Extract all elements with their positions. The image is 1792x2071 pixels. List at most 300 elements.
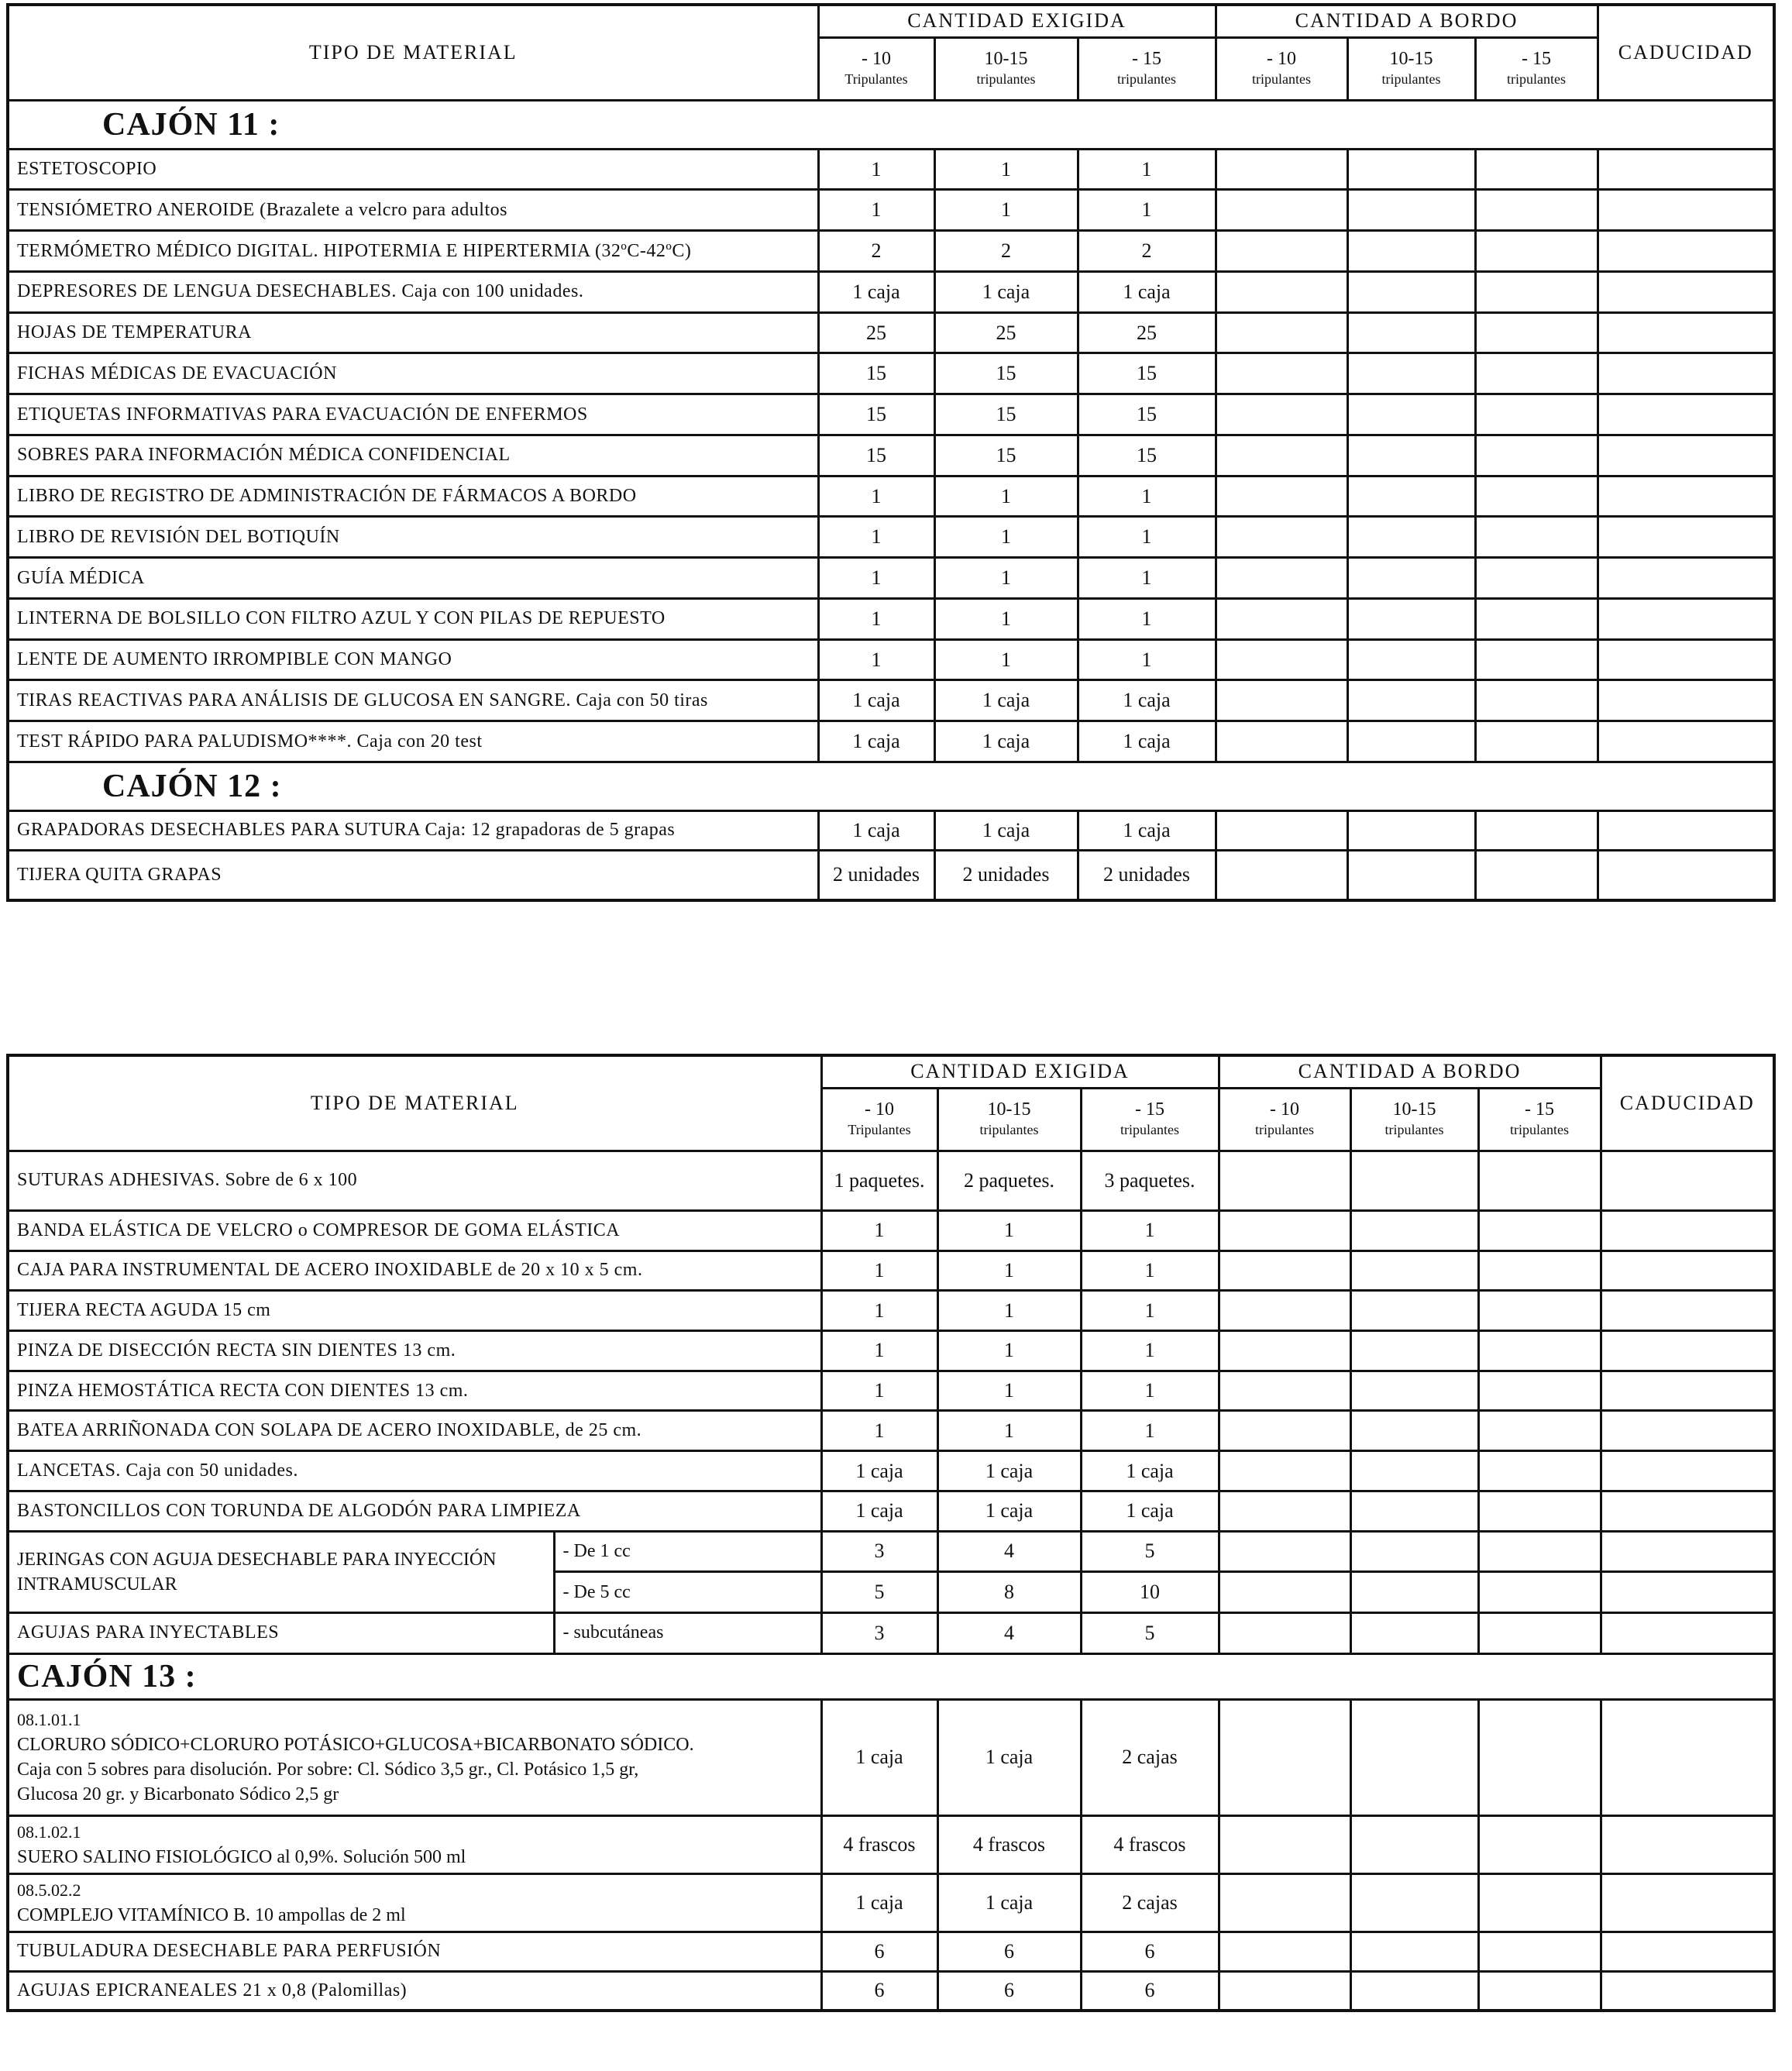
- required-quantity-cell: 2 paquetes.: [937, 1151, 1081, 1210]
- column-header: [934, 37, 1078, 100]
- material-name: FICHAS MÉDICAS DE EVACUACIÓN: [8, 353, 818, 394]
- caducidad-header: CADUCIDAD: [1601, 1055, 1774, 1151]
- expiry-date-cell[interactable]: [1598, 394, 1774, 435]
- column-header-unit: tripulantes: [1510, 1121, 1569, 1137]
- material-name: [8, 1873, 821, 1932]
- on-board-quantity-cell[interactable]: [1347, 598, 1475, 639]
- on-board-quantity-cell[interactable]: [1219, 1699, 1350, 1815]
- material-name: LIBRO DE REGISTRO DE ADMINISTRACIÓN DE FÁRMACOS A BORDO: [8, 476, 818, 517]
- material-subtype: - De 1 cc: [554, 1531, 821, 1572]
- expiry-date-cell[interactable]: [1601, 1151, 1774, 1210]
- table-row: [8, 1371, 1774, 1411]
- on-board-quantity-cell[interactable]: [1216, 353, 1347, 394]
- required-quantity-cell: 2 cajas: [1081, 1873, 1219, 1932]
- table-row: [8, 810, 1774, 850]
- on-board-quantity-cell[interactable]: [1475, 558, 1598, 599]
- required-quantity-cell: 6: [937, 1932, 1081, 1971]
- on-board-quantity-cell[interactable]: [1216, 190, 1347, 231]
- required-quantity-cell: 1 caja: [1078, 810, 1216, 850]
- expiry-date-cell[interactable]: [1598, 149, 1774, 190]
- on-board-quantity-cell[interactable]: [1478, 1151, 1601, 1210]
- on-board-quantity-cell[interactable]: [1216, 517, 1347, 558]
- required-quantity-cell: 1 caja: [818, 680, 934, 721]
- column-header: [1350, 1088, 1478, 1151]
- material-code: 08.1.02.1: [17, 1822, 81, 1842]
- required-quantity-cell: 15: [934, 353, 1078, 394]
- on-board-quantity-cell[interactable]: [1350, 1330, 1478, 1371]
- on-board-quantity-cell[interactable]: [1347, 517, 1475, 558]
- column-header-unit: tripulantes: [1381, 71, 1441, 87]
- required-quantity-cell: 1 caja: [818, 721, 934, 762]
- on-board-quantity-cell[interactable]: [1219, 1210, 1350, 1251]
- on-board-quantity-cell[interactable]: [1219, 1151, 1350, 1210]
- on-board-quantity-cell[interactable]: [1475, 517, 1598, 558]
- on-board-quantity-cell[interactable]: [1347, 810, 1475, 850]
- required-quantity-cell: 6: [1081, 1932, 1219, 1971]
- on-board-quantity-cell[interactable]: [1475, 312, 1598, 353]
- table-row: [8, 1873, 1774, 1932]
- on-board-quantity-cell[interactable]: [1216, 231, 1347, 272]
- cantidad-exigida-header: CANTIDAD EXIGIDA: [818, 5, 1216, 37]
- on-board-quantity-cell[interactable]: [1347, 850, 1475, 900]
- medical-kit-table-2: [6, 1054, 1776, 2012]
- expiry-date-cell[interactable]: [1601, 1613, 1774, 1654]
- required-quantity-cell: 1: [818, 476, 934, 517]
- required-quantity-cell: 1: [818, 558, 934, 599]
- on-board-quantity-cell[interactable]: [1347, 394, 1475, 435]
- required-quantity-cell: 1 caja: [821, 1699, 937, 1815]
- on-board-quantity-cell[interactable]: [1475, 680, 1598, 721]
- table-row: [8, 1210, 1774, 1251]
- required-quantity-cell: 1: [1078, 558, 1216, 599]
- table-row: [8, 1815, 1774, 1873]
- required-quantity-cell: 1: [821, 1411, 937, 1451]
- material-description-line: SUERO SALINO FISIOLÓGICO al 0,9%. Solución 500 ml: [17, 1846, 466, 1867]
- on-board-quantity-cell[interactable]: [1347, 476, 1475, 517]
- column-header-range: 10-15: [1392, 1099, 1436, 1120]
- material-name: LENTE DE AUMENTO IRROMPIBLE CON MANGO: [8, 639, 818, 680]
- expiry-date-cell[interactable]: [1598, 721, 1774, 762]
- required-quantity-cell: 6: [821, 1971, 937, 2011]
- column-header-range: 10-15: [984, 48, 1028, 69]
- required-quantity-cell: 1 caja: [934, 680, 1078, 721]
- on-board-quantity-cell[interactable]: [1350, 1531, 1478, 1572]
- required-quantity-cell: 1 paquetes.: [821, 1151, 937, 1210]
- required-quantity-cell: 1: [1078, 639, 1216, 680]
- expiry-date-cell[interactable]: [1598, 850, 1774, 900]
- on-board-quantity-cell[interactable]: [1350, 1451, 1478, 1491]
- material-description-line: Caja con 5 sobres para disolución. Por sobre: Cl. Sódico 3,5 gr., Cl. Potásico 1,5 gr,: [17, 1760, 639, 1780]
- required-quantity-cell: 1: [937, 1210, 1081, 1251]
- on-board-quantity-cell[interactable]: [1478, 1613, 1601, 1654]
- required-quantity-cell: 1: [1081, 1210, 1219, 1251]
- expiry-date-cell[interactable]: [1601, 1210, 1774, 1251]
- on-board-quantity-cell[interactable]: [1478, 1531, 1601, 1572]
- medical-kit-table-1: [6, 3, 1776, 902]
- table-row: [8, 1932, 1774, 1971]
- required-quantity-cell: 15: [934, 394, 1078, 435]
- on-board-quantity-cell[interactable]: [1478, 1451, 1601, 1491]
- required-quantity-cell: 1 caja: [934, 721, 1078, 762]
- on-board-quantity-cell[interactable]: [1350, 1411, 1478, 1451]
- material-name: CAJA PARA INSTRUMENTAL DE ACERO INOXIDABLE de 20 x 10 x 5 cm.: [8, 1251, 821, 1291]
- required-quantity-cell: 1: [1078, 598, 1216, 639]
- required-quantity-cell: 25: [1078, 312, 1216, 353]
- column-header-unit: tripulantes: [1255, 1121, 1314, 1137]
- on-board-quantity-cell[interactable]: [1219, 1531, 1350, 1572]
- material-description-line: Glucosa 20 gr. y Bicarbonato Sódico 2,5 gr: [17, 1784, 339, 1805]
- on-board-quantity-cell[interactable]: [1350, 1572, 1478, 1613]
- on-board-quantity-cell[interactable]: [1219, 1613, 1350, 1654]
- material-name: ESTETOSCOPIO: [8, 149, 818, 190]
- on-board-quantity-cell[interactable]: [1350, 1699, 1478, 1815]
- required-quantity-cell: 1 caja: [1078, 721, 1216, 762]
- expiry-date-cell[interactable]: [1601, 1491, 1774, 1531]
- column-header-unit: tripulantes: [976, 71, 1036, 87]
- table-row: [8, 1491, 1774, 1531]
- on-board-quantity-cell[interactable]: [1216, 476, 1347, 517]
- column-header-unit: tripulantes: [979, 1121, 1039, 1137]
- table-row: [8, 353, 1774, 394]
- material-description-line: COMPLEJO VITAMÍNICO B. 10 ampollas de 2 ml: [17, 1904, 406, 1925]
- material-header: TIPO DE MATERIAL: [8, 5, 818, 100]
- on-board-quantity-cell[interactable]: [1350, 1371, 1478, 1411]
- expiry-date-cell[interactable]: [1598, 312, 1774, 353]
- required-quantity-cell: 15: [1078, 394, 1216, 435]
- on-board-quantity-cell[interactable]: [1475, 810, 1598, 850]
- required-quantity-cell: 1: [934, 639, 1078, 680]
- required-quantity-cell: 2 unidades: [818, 850, 934, 900]
- on-board-quantity-cell[interactable]: [1219, 1451, 1350, 1491]
- material-name: AGUJAS EPICRANEALES 21 x 0,8 (Palomillas): [8, 1971, 821, 2011]
- table-row: [8, 1971, 1774, 2011]
- required-quantity-cell: 1 caja: [1081, 1491, 1219, 1531]
- cantidad-a-bordo-header: CANTIDAD A BORDO: [1216, 5, 1598, 37]
- expiry-date-cell[interactable]: [1598, 353, 1774, 394]
- required-quantity-cell: 1 caja: [937, 1451, 1081, 1491]
- on-board-quantity-cell[interactable]: [1350, 1210, 1478, 1251]
- required-quantity-cell: 1 caja: [821, 1491, 937, 1531]
- column-header-range: - 10: [1270, 1099, 1299, 1120]
- table-row: [8, 1251, 1774, 1291]
- table-row: [8, 394, 1774, 435]
- required-quantity-cell: 3: [821, 1531, 937, 1572]
- on-board-quantity-cell[interactable]: [1347, 558, 1475, 599]
- on-board-quantity-cell[interactable]: [1219, 1251, 1350, 1291]
- table-row: [8, 1151, 1774, 1210]
- on-board-quantity-cell[interactable]: [1219, 1371, 1350, 1411]
- required-quantity-cell: 10: [1081, 1572, 1219, 1613]
- on-board-quantity-cell[interactable]: [1478, 1210, 1601, 1251]
- on-board-quantity-cell[interactable]: [1478, 1932, 1601, 1971]
- on-board-quantity-cell[interactable]: [1347, 353, 1475, 394]
- material-name: BASTONCILLOS CON TORUNDA DE ALGODÓN PARA LIMPIEZA: [8, 1491, 821, 1531]
- on-board-quantity-cell[interactable]: [1219, 1330, 1350, 1371]
- column-header-unit: tripulantes: [1117, 71, 1176, 87]
- on-board-quantity-cell[interactable]: [1350, 1151, 1478, 1210]
- required-quantity-cell: 1 caja: [1078, 680, 1216, 721]
- expiry-date-cell[interactable]: [1601, 1971, 1774, 2011]
- required-quantity-cell: 1: [821, 1291, 937, 1331]
- on-board-quantity-cell[interactable]: [1216, 639, 1347, 680]
- table-row: [8, 721, 1774, 762]
- material-code: 08.5.02.2: [17, 1880, 81, 1900]
- material-name: LIBRO DE REVISIÓN DEL BOTIQUÍN: [8, 517, 818, 558]
- material-name: JERINGAS CON AGUJA DESECHABLE PARA INYECCIÓN INTRAMUSCULAR: [8, 1531, 554, 1612]
- material-name: BANDA ELÁSTICA DE VELCRO o COMPRESOR DE GOMA ELÁSTICA: [8, 1210, 821, 1251]
- on-board-quantity-cell[interactable]: [1350, 1251, 1478, 1291]
- expiry-date-cell[interactable]: [1598, 231, 1774, 272]
- required-quantity-cell: 1: [934, 190, 1078, 231]
- table-row: [8, 639, 1774, 680]
- expiry-date-cell[interactable]: [1598, 680, 1774, 721]
- table-row: [8, 1330, 1774, 1371]
- table-row: [8, 1699, 1774, 1815]
- material-name: BATEA ARRIÑONADA CON SOLAPA DE ACERO INOXIDABLE, de 25 cm.: [8, 1411, 821, 1451]
- on-board-quantity-cell[interactable]: [1219, 1411, 1350, 1451]
- required-quantity-cell: 1 caja: [937, 1491, 1081, 1531]
- required-quantity-cell: 1: [937, 1251, 1081, 1291]
- required-quantity-cell: 1 caja: [937, 1699, 1081, 1815]
- expiry-date-cell[interactable]: [1598, 598, 1774, 639]
- table-row: [8, 558, 1774, 599]
- material-subtype: - De 5 cc: [554, 1572, 821, 1613]
- required-quantity-cell: 1: [1081, 1330, 1219, 1371]
- on-board-quantity-cell[interactable]: [1216, 149, 1347, 190]
- expiry-date-cell[interactable]: [1598, 517, 1774, 558]
- on-board-quantity-cell[interactable]: [1347, 680, 1475, 721]
- on-board-quantity-cell[interactable]: [1475, 190, 1598, 231]
- expiry-date-cell[interactable]: [1598, 810, 1774, 850]
- required-quantity-cell: 1: [821, 1210, 937, 1251]
- required-quantity-cell: 1: [937, 1411, 1081, 1451]
- on-board-quantity-cell[interactable]: [1216, 394, 1347, 435]
- expiry-date-cell[interactable]: [1601, 1699, 1774, 1815]
- required-quantity-cell: 6: [937, 1971, 1081, 2011]
- on-board-quantity-cell[interactable]: [1350, 1873, 1478, 1932]
- column-header-range: - 15: [1525, 1099, 1554, 1120]
- on-board-quantity-cell[interactable]: [1475, 476, 1598, 517]
- on-board-quantity-cell[interactable]: [1478, 1491, 1601, 1531]
- required-quantity-cell: 1: [818, 517, 934, 558]
- expiry-date-cell[interactable]: [1601, 1873, 1774, 1932]
- table-row: [8, 149, 1774, 190]
- on-board-quantity-cell[interactable]: [1478, 1572, 1601, 1613]
- table-row: [8, 312, 1774, 353]
- material-name: TIJERA RECTA AGUDA 15 cm: [8, 1291, 821, 1331]
- expiry-date-cell[interactable]: [1598, 639, 1774, 680]
- required-quantity-cell: 2: [818, 231, 934, 272]
- table-row: [8, 1531, 1774, 1572]
- on-board-quantity-cell[interactable]: [1475, 353, 1598, 394]
- material-name: TIRAS REACTIVAS PARA ANÁLISIS DE GLUCOSA EN SANGRE. Caja con 50 tiras: [8, 680, 818, 721]
- on-board-quantity-cell[interactable]: [1219, 1291, 1350, 1331]
- table-row: [8, 1291, 1774, 1331]
- required-quantity-cell: 15: [1078, 353, 1216, 394]
- column-header-range: - 15: [1522, 48, 1551, 69]
- column-header-range: - 15: [1135, 1099, 1164, 1120]
- on-board-quantity-cell[interactable]: [1347, 435, 1475, 476]
- required-quantity-cell: 4: [937, 1613, 1081, 1654]
- column-header: [1478, 1088, 1601, 1151]
- cantidad-a-bordo-header: CANTIDAD A BORDO: [1219, 1055, 1601, 1088]
- required-quantity-cell: 5: [1081, 1531, 1219, 1572]
- table-row: [8, 850, 1774, 900]
- on-board-quantity-cell[interactable]: [1350, 1932, 1478, 1971]
- on-board-quantity-cell[interactable]: [1478, 1815, 1601, 1873]
- on-board-quantity-cell[interactable]: [1219, 1491, 1350, 1531]
- required-quantity-cell: 2 unidades: [934, 850, 1078, 900]
- required-quantity-cell: 1 caja: [821, 1451, 937, 1491]
- material-name: LANCETAS. Caja con 50 unidades.: [8, 1451, 821, 1491]
- on-board-quantity-cell[interactable]: [1216, 598, 1347, 639]
- on-board-quantity-cell[interactable]: [1478, 1411, 1601, 1451]
- expiry-date-cell[interactable]: [1598, 190, 1774, 231]
- section-title: CAJÓN 11 :: [8, 100, 1774, 149]
- required-quantity-cell: 1: [934, 517, 1078, 558]
- material-name: TERMÓMETRO MÉDICO DIGITAL. HIPOTERMIA E HIPERTERMIA (32ºC-42ºC): [8, 231, 818, 272]
- on-board-quantity-cell[interactable]: [1350, 1815, 1478, 1873]
- expiry-date-cell[interactable]: [1601, 1531, 1774, 1572]
- required-quantity-cell: 2 unidades: [1078, 850, 1216, 900]
- expiry-date-cell[interactable]: [1598, 435, 1774, 476]
- on-board-quantity-cell[interactable]: [1475, 721, 1598, 762]
- on-board-quantity-cell[interactable]: [1350, 1613, 1478, 1654]
- expiry-date-cell[interactable]: [1598, 476, 1774, 517]
- table-row: [8, 598, 1774, 639]
- on-board-quantity-cell[interactable]: [1475, 435, 1598, 476]
- column-header-range: 10-15: [987, 1099, 1031, 1120]
- column-header: [1216, 37, 1347, 100]
- material-name: ETIQUETAS INFORMATIVAS PARA EVACUACIÓN DE ENFERMOS: [8, 394, 818, 435]
- on-board-quantity-cell[interactable]: [1475, 598, 1598, 639]
- material-name: GUÍA MÉDICA: [8, 558, 818, 599]
- required-quantity-cell: 3 paquetes.: [1081, 1151, 1219, 1210]
- required-quantity-cell: 4 frascos: [937, 1815, 1081, 1873]
- required-quantity-cell: 1 caja: [1081, 1451, 1219, 1491]
- expiry-date-cell[interactable]: [1601, 1572, 1774, 1613]
- table-row: [8, 1411, 1774, 1451]
- on-board-quantity-cell[interactable]: [1478, 1971, 1601, 2011]
- material-name: DEPRESORES DE LENGUA DESECHABLES. Caja con 100 unidades.: [8, 271, 818, 312]
- required-quantity-cell: 1: [1081, 1371, 1219, 1411]
- on-board-quantity-cell[interactable]: [1219, 1932, 1350, 1971]
- expiry-date-cell[interactable]: [1598, 558, 1774, 599]
- required-quantity-cell: 5: [821, 1572, 937, 1613]
- required-quantity-cell: 1: [1078, 517, 1216, 558]
- section-title: CAJÓN 12 :: [8, 762, 1774, 810]
- expiry-date-cell[interactable]: [1601, 1411, 1774, 1451]
- table-row: [8, 190, 1774, 231]
- column-header-range: - 10: [1267, 48, 1296, 69]
- on-board-quantity-cell[interactable]: [1478, 1873, 1601, 1932]
- on-board-quantity-cell[interactable]: [1347, 639, 1475, 680]
- on-board-quantity-cell[interactable]: [1219, 1873, 1350, 1932]
- expiry-date-cell[interactable]: [1601, 1451, 1774, 1491]
- required-quantity-cell: 1: [934, 476, 1078, 517]
- expiry-date-cell[interactable]: [1601, 1251, 1774, 1291]
- on-board-quantity-cell[interactable]: [1219, 1971, 1350, 2011]
- required-quantity-cell: 25: [818, 312, 934, 353]
- required-quantity-cell: 1: [934, 558, 1078, 599]
- on-board-quantity-cell[interactable]: [1347, 190, 1475, 231]
- expiry-date-cell[interactable]: [1601, 1291, 1774, 1331]
- on-board-quantity-cell[interactable]: [1478, 1371, 1601, 1411]
- required-quantity-cell: 2: [1078, 231, 1216, 272]
- material-name: TIJERA QUITA GRAPAS: [8, 850, 818, 900]
- expiry-date-cell[interactable]: [1601, 1815, 1774, 1873]
- column-header: [818, 37, 934, 100]
- column-header-unit: tripulantes: [1507, 71, 1566, 87]
- on-board-quantity-cell[interactable]: [1347, 312, 1475, 353]
- column-header-unit: tripulantes: [1120, 1121, 1179, 1137]
- cantidad-exigida-header: CANTIDAD EXIGIDA: [821, 1055, 1219, 1088]
- on-board-quantity-cell[interactable]: [1350, 1291, 1478, 1331]
- on-board-quantity-cell[interactable]: [1475, 639, 1598, 680]
- material-name: HOJAS DE TEMPERATURA: [8, 312, 818, 353]
- required-quantity-cell: 4: [937, 1531, 1081, 1572]
- material-name: TENSIÓMETRO ANEROIDE (Brazalete a velcro para adultos: [8, 190, 818, 231]
- required-quantity-cell: 1 caja: [934, 271, 1078, 312]
- on-board-quantity-cell[interactable]: [1216, 558, 1347, 599]
- on-board-quantity-cell[interactable]: [1475, 149, 1598, 190]
- table-row: [8, 1613, 1774, 1654]
- on-board-quantity-cell[interactable]: [1478, 1330, 1601, 1371]
- on-board-quantity-cell[interactable]: [1350, 1971, 1478, 2011]
- on-board-quantity-cell[interactable]: [1216, 680, 1347, 721]
- on-board-quantity-cell[interactable]: [1216, 850, 1347, 900]
- on-board-quantity-cell[interactable]: [1216, 271, 1347, 312]
- on-board-quantity-cell[interactable]: [1216, 435, 1347, 476]
- on-board-quantity-cell[interactable]: [1219, 1572, 1350, 1613]
- table-row: [8, 517, 1774, 558]
- on-board-quantity-cell[interactable]: [1219, 1815, 1350, 1873]
- on-board-quantity-cell[interactable]: [1216, 810, 1347, 850]
- expiry-date-cell[interactable]: [1598, 271, 1774, 312]
- expiry-date-cell[interactable]: [1601, 1932, 1774, 1971]
- on-board-quantity-cell[interactable]: [1478, 1251, 1601, 1291]
- required-quantity-cell: 1: [818, 190, 934, 231]
- material-name: TUBULADURA DESECHABLE PARA PERFUSIÓN: [8, 1932, 821, 1971]
- required-quantity-cell: 15: [1078, 435, 1216, 476]
- on-board-quantity-cell[interactable]: [1475, 850, 1598, 900]
- required-quantity-cell: 15: [818, 435, 934, 476]
- on-board-quantity-cell[interactable]: [1475, 231, 1598, 272]
- on-board-quantity-cell[interactable]: [1347, 271, 1475, 312]
- on-board-quantity-cell[interactable]: [1478, 1699, 1601, 1815]
- on-board-quantity-cell[interactable]: [1475, 394, 1598, 435]
- expiry-date-cell[interactable]: [1601, 1330, 1774, 1371]
- on-board-quantity-cell[interactable]: [1216, 312, 1347, 353]
- on-board-quantity-cell[interactable]: [1478, 1291, 1601, 1331]
- required-quantity-cell: 1: [937, 1291, 1081, 1331]
- table-row: [8, 231, 1774, 272]
- table-row: [8, 476, 1774, 517]
- expiry-date-cell[interactable]: [1601, 1371, 1774, 1411]
- on-board-quantity-cell[interactable]: [1216, 721, 1347, 762]
- required-quantity-cell: 3: [821, 1613, 937, 1654]
- material-subtype: - subcutáneas: [554, 1613, 821, 1654]
- column-header-unit: Tripulantes: [844, 71, 908, 87]
- material-header: TIPO DE MATERIAL: [8, 1055, 821, 1151]
- on-board-quantity-cell[interactable]: [1350, 1491, 1478, 1531]
- required-quantity-cell: 2: [934, 231, 1078, 272]
- on-board-quantity-cell[interactable]: [1347, 231, 1475, 272]
- on-board-quantity-cell[interactable]: [1347, 721, 1475, 762]
- required-quantity-cell: 1: [1078, 190, 1216, 231]
- on-board-quantity-cell[interactable]: [1347, 149, 1475, 190]
- on-board-quantity-cell[interactable]: [1475, 271, 1598, 312]
